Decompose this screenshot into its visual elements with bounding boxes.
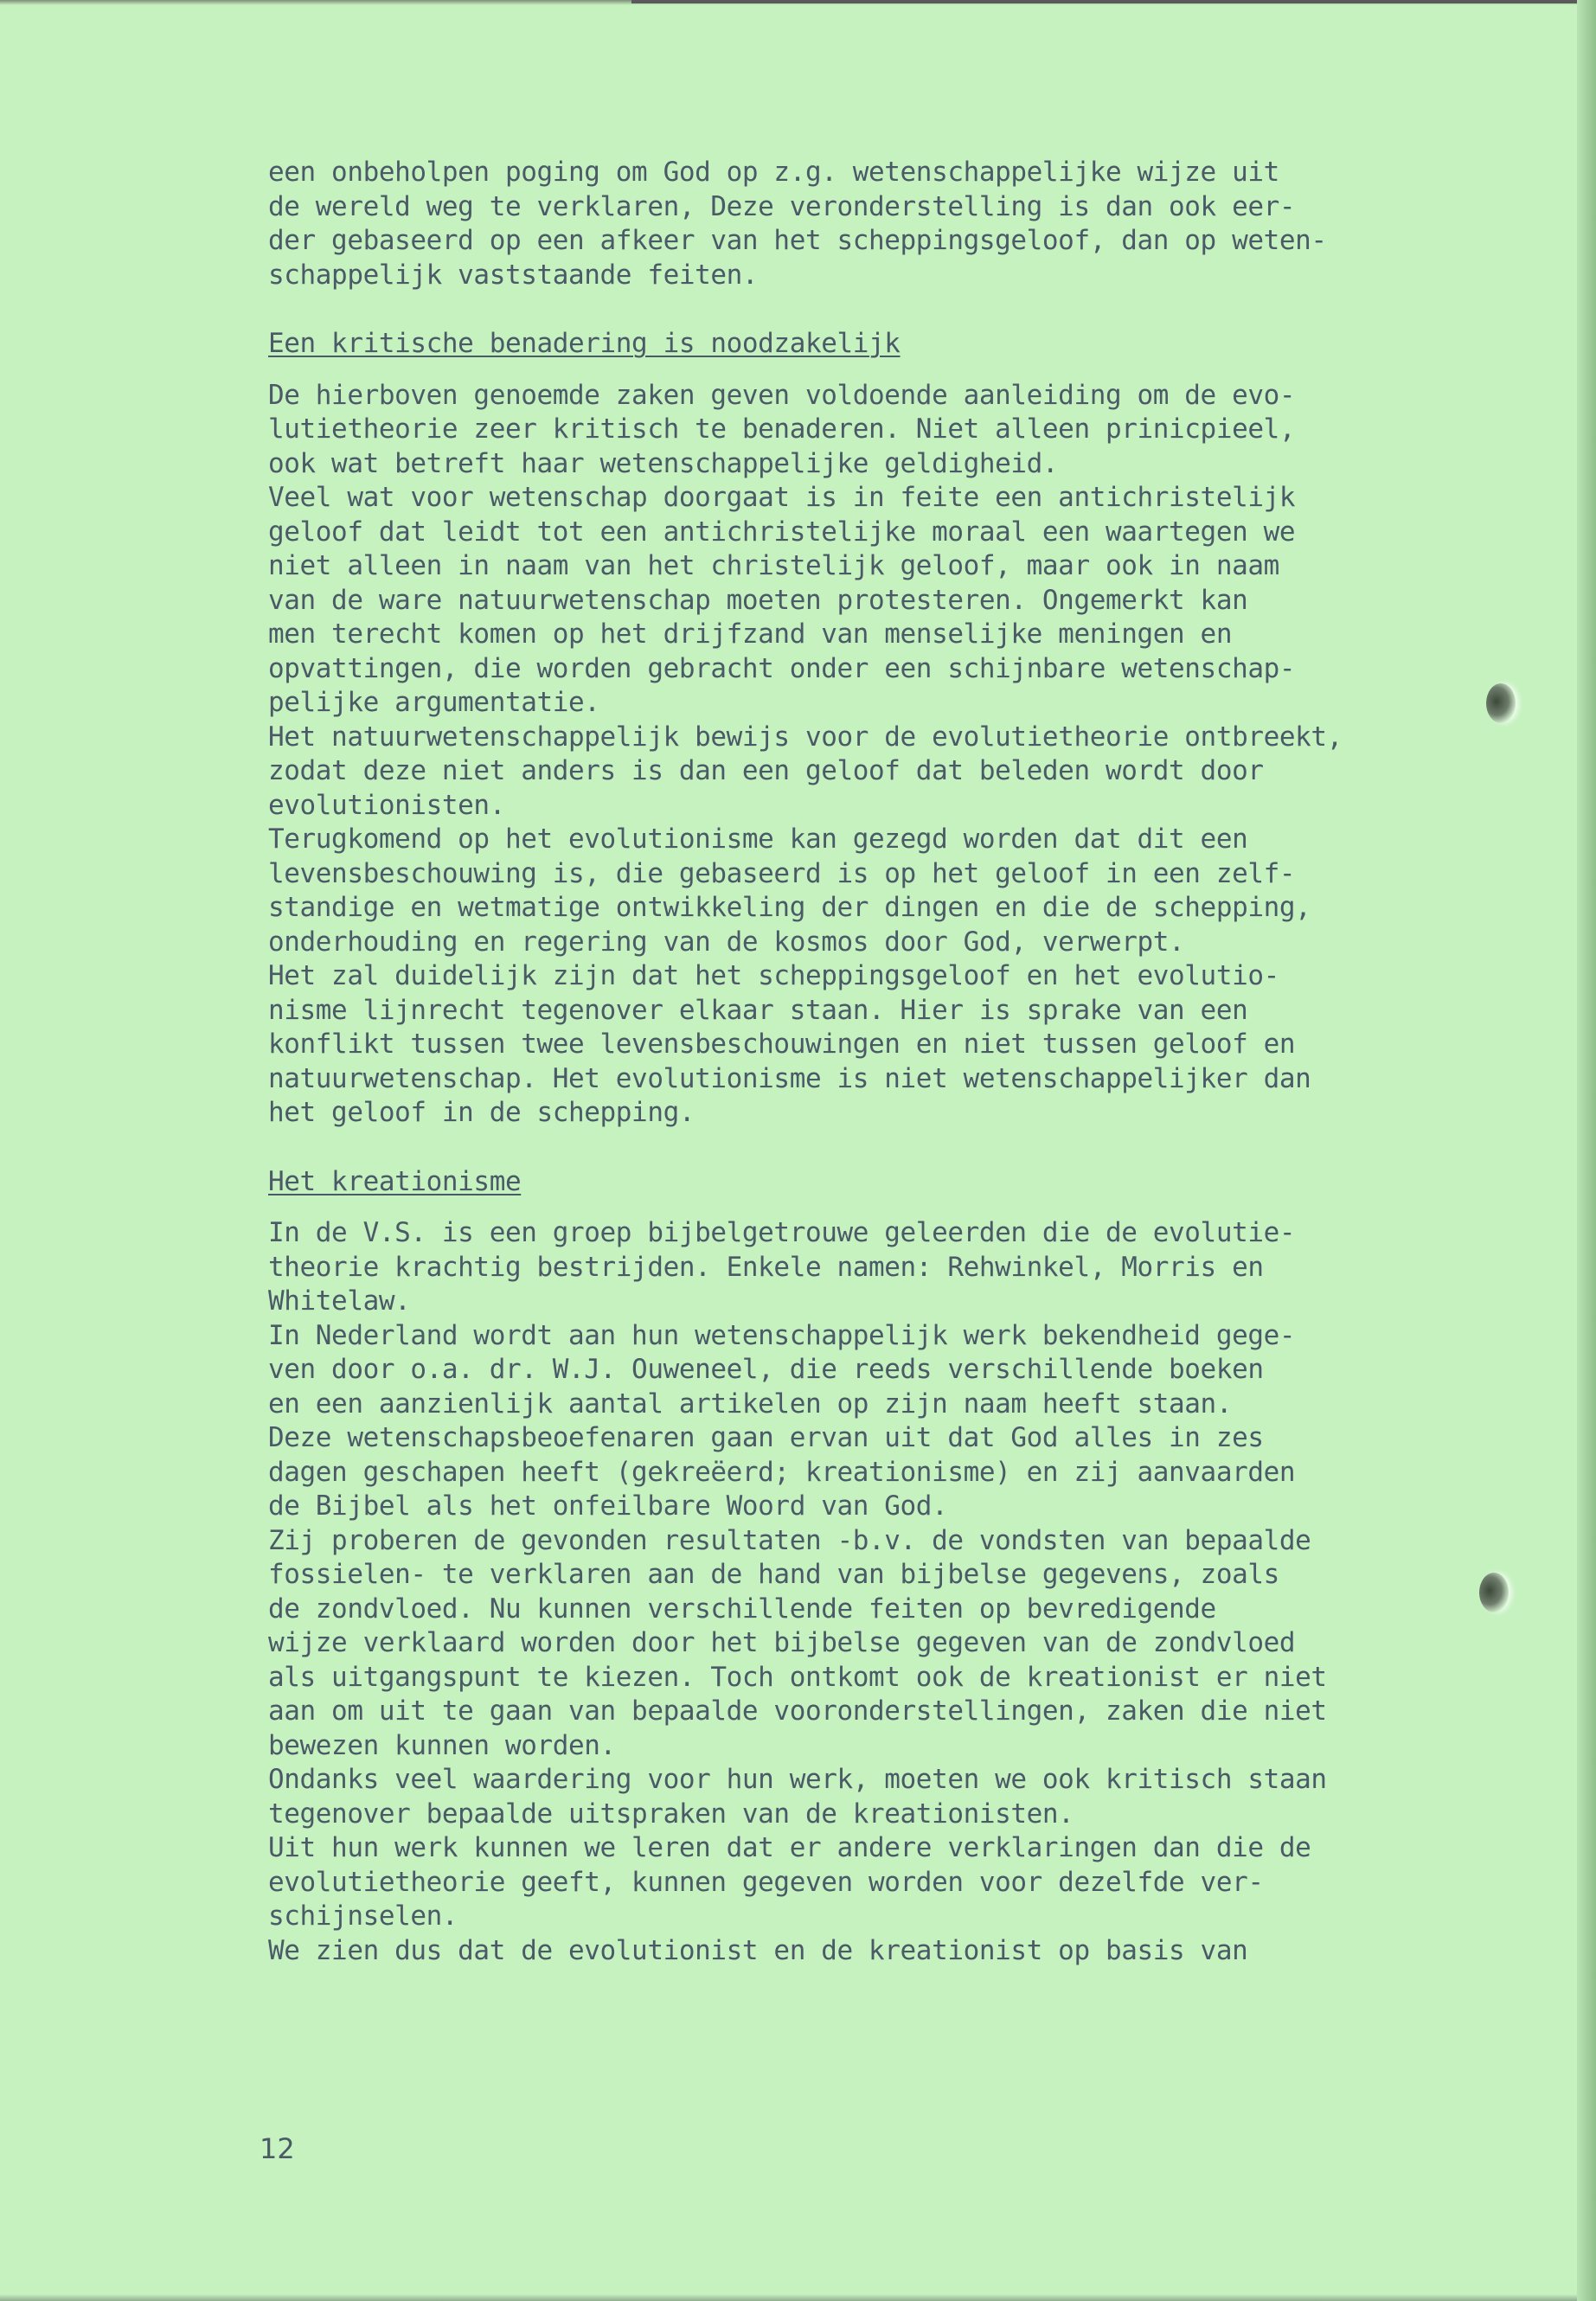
text-line: der gebaseerd op een afkeer van het scheppingsgeloof, dan op weten- [268, 225, 1327, 256]
text-line: de wereld weg te verklaren, Deze veronderstelling is dan ook eer- [268, 190, 1296, 222]
text-line: levensbeschouwing is, die gebaseerd is op het geloof in een zelf- [268, 857, 1296, 889]
text-line: Veel wat voor wetenschap doorgaat is in feite een antichristelijk [268, 482, 1296, 513]
text-line: Uit hun werk kunnen we leren dat er andere verklaringen dan die de [268, 1832, 1311, 1863]
text-line: dagen geschapen heeft (gekreëerd; kreationisme) en zij aanvaarden [268, 1456, 1296, 1488]
text-line: Ondanks veel waardering voor hun werk, moeten we ook kritisch staan [268, 1764, 1327, 1795]
text-line: de zondvloed. Nu kunnen verschillende feiten op bevredigende [268, 1593, 1216, 1625]
text-line: niet alleen in naam van het christelijk geloof, maar ook in naam [268, 550, 1279, 581]
text-line: lutietheorie zeer kritisch te benaderen. Niet alleen prinicpieel, [268, 413, 1296, 445]
text-line: In Nederland wordt aan hun wetenschappelijk werk bekendheid gege- [268, 1319, 1296, 1351]
text-line: schappelijk vaststaande feiten. [268, 259, 759, 291]
text-line: theorie krachtig bestrijden. Enkele namen: Rehwinkel, Morris en [268, 1251, 1264, 1283]
text-line: natuurwetenschap. Het evolutionisme is niet wetenschappelijker dan [268, 1062, 1311, 1094]
text-line: ven door o.a. dr. W.J. Ouweneel, die reeds verschillende boeken [268, 1354, 1264, 1385]
text-line: een onbeholpen poging om God op z.g. wetenschappelijke wijze uit [268, 157, 1279, 188]
text-line: Whitelaw. [268, 1285, 411, 1317]
text-line: Deze wetenschapsbeoefenaren gaan ervan uit dat God alles in zes [268, 1422, 1264, 1453]
text-line: schijnselen. [268, 1900, 458, 1932]
text-line: Het zal duidelijk zijn dat het scheppingsgeloof en het evolutio- [268, 960, 1279, 991]
text-line: pelijke argumentatie. [268, 687, 600, 718]
text-line: Zij proberen de gevonden resultaten -b.v. de vondsten van bepaalde [268, 1524, 1311, 1556]
text-line: geloof dat leidt tot een antichristelijke moraal een waartegen we [268, 516, 1296, 548]
text-line: We zien dus dat de evolutionist en de kreationist op basis van [268, 1934, 1248, 1966]
text-line: en een aanzienlijk aantal artikelen op zijn naam heeft staan. [268, 1388, 1233, 1420]
page-number: 12 [260, 2132, 295, 2165]
intro-paragraph [268, 156, 1453, 292]
page-bottom-edge [0, 2294, 1583, 2301]
punch-hole-icon [1486, 683, 1516, 723]
text-line: de Bijbel als het onfeilbare Woord van God. [268, 1490, 948, 1522]
text-line: fossielen- te verklaren aan de hand van bijbelse gegevens, zoals [268, 1559, 1279, 1590]
section-heading: Het kreationisme [268, 1165, 522, 1197]
text-line: In de V.S. is een groep bijbelgetrouwe geleerden die de evolutie- [268, 1217, 1296, 1248]
text-line: bewezen kunnen worden. [268, 1729, 616, 1761]
page-body [268, 156, 1453, 1968]
text-line: onderhouding en regering van de kosmos door God, verwerpt. [268, 926, 1185, 958]
punch-hole-icon [1479, 1573, 1509, 1612]
section-kritische-benadering [268, 327, 1453, 1131]
text-line: evolutionisten. [268, 789, 505, 821]
text-line: De hierboven genoemde zaken geven voldoende aanleiding om de evo- [268, 379, 1296, 411]
text-line: tegenover bepaalde uitspraken van de kreationisten. [268, 1798, 1074, 1830]
text-line: Terugkomend op het evolutionisme kan gezegd worden dat dit een [268, 824, 1248, 855]
section-kreationisme [268, 1165, 1453, 1969]
text-line: als uitgangspunt te kiezen. Toch ontkomt ook de kreationist er niet [268, 1661, 1327, 1693]
page-top-shadow [631, 0, 1583, 3]
page-right-edge [1577, 0, 1596, 2301]
text-line: nisme lijnrecht tegenover elkaar staan. Hier is sprake van een [268, 994, 1248, 1026]
text-line: konflikt tussen twee levensbeschouwingen en niet tussen geloof en [268, 1029, 1296, 1060]
text-line: ook wat betreft haar wetenschappelijke geldigheid. [268, 447, 1059, 479]
text-line: het geloof in de schepping. [268, 1097, 695, 1128]
text-line: Het natuurwetenschappelijk bewijs voor de evolutietheorie ontbreekt, [268, 721, 1343, 753]
text-line: men terecht komen op het drijfzand van menselijke meningen en [268, 619, 1233, 650]
text-line: standige en wetmatige ontwikkeling der dingen en die de schepping, [268, 892, 1311, 923]
text-line: opvattingen, die worden gebracht onder een schijnbare wetenschap- [268, 652, 1296, 684]
text-line: wijze verklaard worden door het bijbelse gegeven van de zondvloed [268, 1627, 1296, 1658]
text-line: aan om uit te gaan van bepaalde vooronderstellingen, zaken die niet [268, 1695, 1327, 1727]
text-line: evolutietheorie geeft, kunnen gegeven worden voor dezelfde ver- [268, 1866, 1264, 1898]
section-heading: Een kritische benadering is noodzakelijk [268, 328, 901, 359]
text-line: van de ware natuurwetenschap moeten protesteren. Ongemerkt kan [268, 584, 1248, 616]
text-line: zodat deze niet anders is dan een geloof dat beleden wordt door [268, 755, 1264, 786]
